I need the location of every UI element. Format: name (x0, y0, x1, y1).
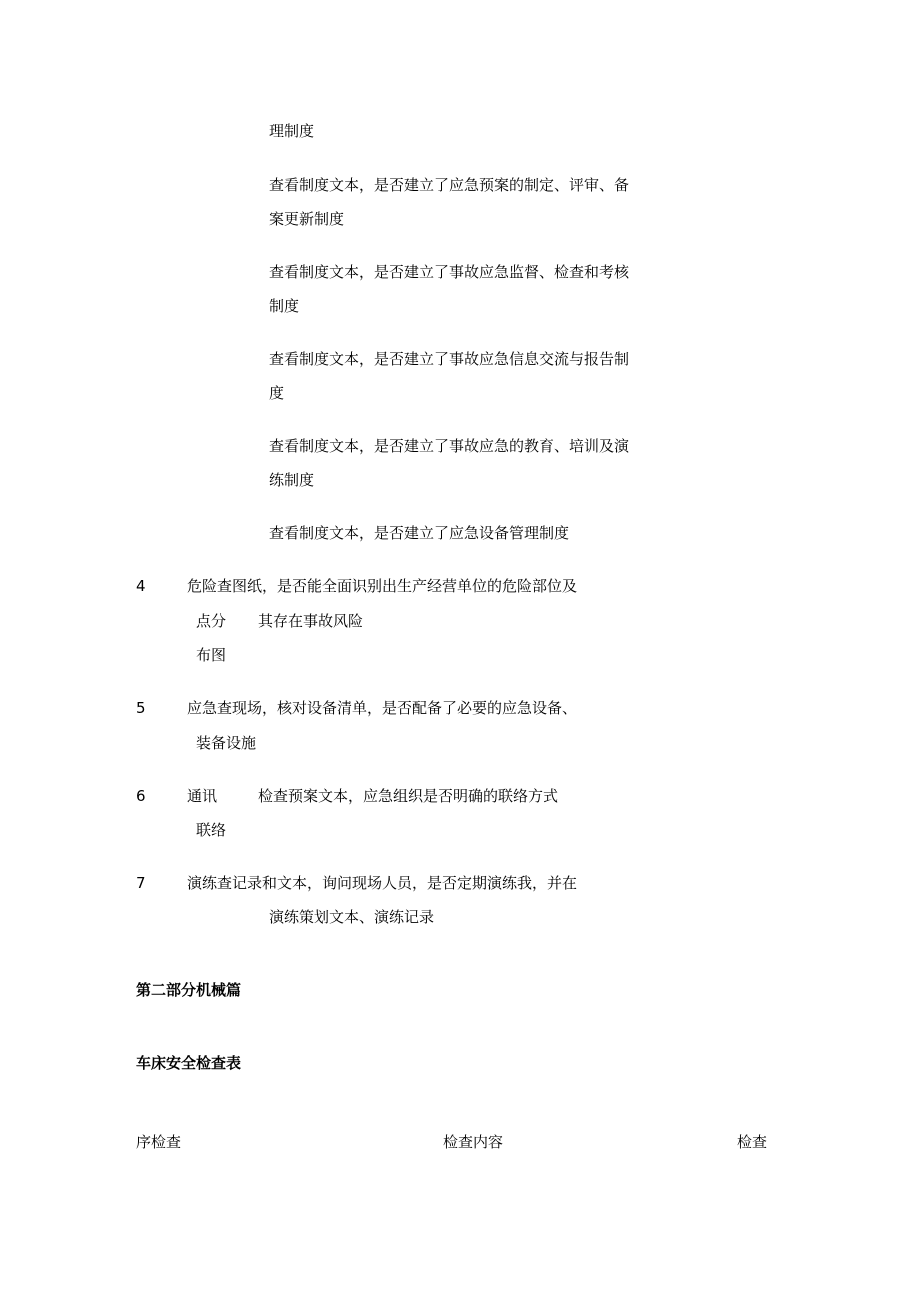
item3-content-line: 查看制度文本，是否建立了应急设备管理制度 (269, 524, 570, 542)
item4-item-sub: 点分 (196, 612, 227, 630)
item3-content-line: 查看制度文本，是否建立了事故应急监督、检查和考核 (269, 263, 630, 281)
table-title: 车床安全检查表 (136, 1054, 242, 1072)
item3-content-line: 案更新制度 (269, 210, 345, 228)
item4-line: 危险查图纸，是否能全面识别出生产经营单位的危险部位及 (187, 577, 578, 595)
item3-content-line: 查看制度文本，是否建立了事故应急信息交流与报告制 (269, 350, 630, 368)
item6-content-line: 检查预案文本，应急组织是否明确的联络方式 (258, 787, 559, 805)
item3-continuation-text: 理制度 (269, 122, 315, 140)
item4-number: 4 (136, 577, 146, 595)
section-heading: 第二部分机械篇 (136, 981, 242, 999)
table-header-col2: 检查内容 (443, 1133, 504, 1151)
item3-content-line: 练制度 (269, 471, 315, 489)
item5-number: 5 (136, 699, 146, 717)
item3-content-line: 查看制度文本，是否建立了应急预案的制定、评审、备 (269, 176, 630, 194)
item5-line: 应急查现场，核对设备清单，是否配备了必要的应急设备、 (187, 699, 578, 717)
table-header-col1: 序检查 (136, 1133, 182, 1151)
item6-number: 6 (136, 787, 146, 805)
item5-item-sub: 装备设施 (196, 734, 257, 752)
item7-line: 演练查记录和文本，询问现场人员，是否定期演练我，并在 (187, 874, 578, 892)
item3-content-line: 制度 (269, 297, 300, 315)
item7-content-line: 演练策划文本、演练记录 (269, 908, 435, 926)
item7-number: 7 (136, 874, 146, 892)
table-header-col3: 检查 (737, 1133, 768, 1151)
item6-item: 通讯 (187, 787, 218, 805)
item6-item-sub: 联络 (196, 821, 227, 839)
item4-item-sub: 布图 (196, 646, 227, 664)
item4-content-line: 其存在事故风险 (258, 612, 364, 630)
item3-content-line: 度 (269, 384, 285, 402)
item3-content-line: 查看制度文本，是否建立了事故应急的教育、培训及演 (269, 437, 630, 455)
